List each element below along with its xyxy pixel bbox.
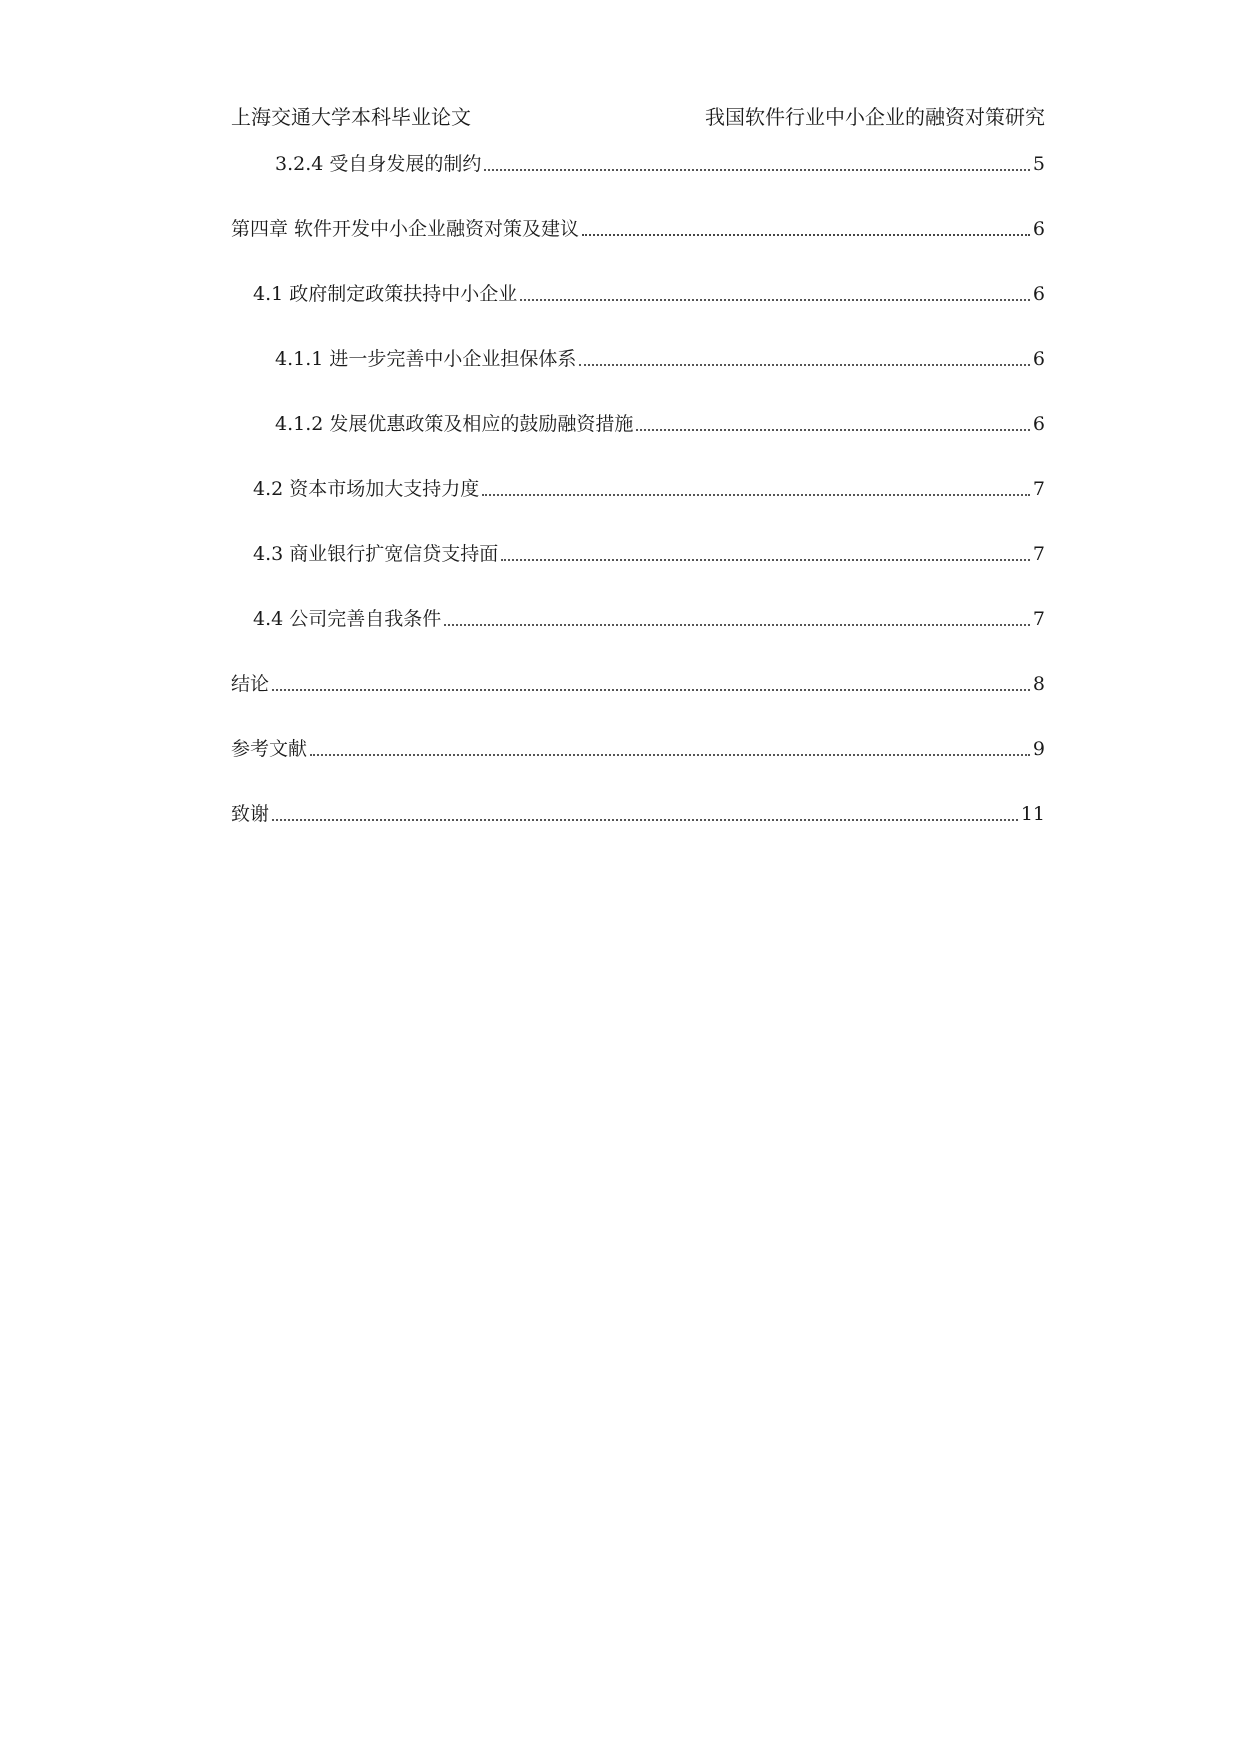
toc-page-number: 6	[1032, 283, 1045, 305]
toc-page-number: 7	[1032, 478, 1045, 500]
page-header	[231, 98, 1045, 132]
toc-entry-label: 4.3 商业银行扩宽信贷支持面	[253, 543, 499, 565]
toc-page-number: 7	[1032, 608, 1045, 630]
toc-entry-label: 4.1.1 进一步完善中小企业担保体系	[275, 348, 577, 370]
toc-entry-4-1-2[interactable]	[231, 402, 1045, 434]
toc-dot-leader	[272, 819, 1018, 821]
toc-entry-4-1[interactable]	[231, 272, 1045, 304]
header-university-title: 上海交通大学本科毕业论文	[231, 104, 471, 129]
toc-entry-4-4[interactable]	[231, 597, 1045, 629]
header-thesis-title: 我国软件行业中小企业的融资对策研究	[705, 104, 1045, 129]
toc-page-number: 9	[1032, 738, 1045, 760]
toc-page-number: 8	[1032, 673, 1045, 695]
toc-dot-leader	[272, 689, 1030, 691]
toc-entry-label: 4.4 公司完善自我条件	[253, 608, 442, 630]
toc-dot-leader	[582, 234, 1030, 236]
toc-entry-label: 4.1 政府制定政策扶持中小企业	[253, 283, 518, 305]
toc-entry-3-2-4[interactable]	[231, 142, 1045, 174]
toc-entry-label: 4.2 资本市场加大支持力度	[253, 478, 480, 500]
toc-entry-label: 结论	[231, 673, 270, 695]
toc-page-number: 6	[1032, 348, 1045, 370]
toc-dot-leader	[484, 169, 1030, 171]
toc-dot-leader	[501, 559, 1030, 561]
toc-entry-4-3[interactable]	[231, 532, 1045, 564]
toc-entry-conclusion[interactable]	[231, 662, 1045, 694]
toc-page-number: 5	[1032, 153, 1045, 175]
toc-entry-references[interactable]	[231, 727, 1045, 759]
toc-page-number: 11	[1020, 803, 1045, 825]
toc-entry-4-1-1[interactable]	[231, 337, 1045, 369]
toc-entry-4-2[interactable]	[231, 467, 1045, 499]
toc-dot-leader	[482, 494, 1030, 496]
toc-entry-chapter-4[interactable]	[231, 207, 1045, 239]
toc-dot-leader	[310, 754, 1030, 756]
toc-dot-leader	[636, 429, 1030, 431]
toc-page-number: 7	[1032, 543, 1045, 565]
toc-dot-leader	[520, 299, 1030, 301]
toc-entry-label: 第四章 软件开发中小企业融资对策及建议	[231, 218, 580, 240]
toc-page-number: 6	[1032, 413, 1045, 435]
toc-entry-acknowledgements[interactable]	[231, 792, 1045, 824]
toc-entry-label: 4.1.2 发展优惠政策及相应的鼓励融资措施	[275, 413, 634, 435]
toc-page-number: 6	[1032, 218, 1045, 240]
toc-entry-label: 参考文献	[231, 738, 308, 760]
toc-entry-label: 3.2.4 受自身发展的制约	[275, 153, 482, 175]
toc-entry-label: 致谢	[231, 803, 270, 825]
toc-dot-leader	[444, 624, 1030, 626]
toc-dot-leader	[579, 364, 1030, 366]
